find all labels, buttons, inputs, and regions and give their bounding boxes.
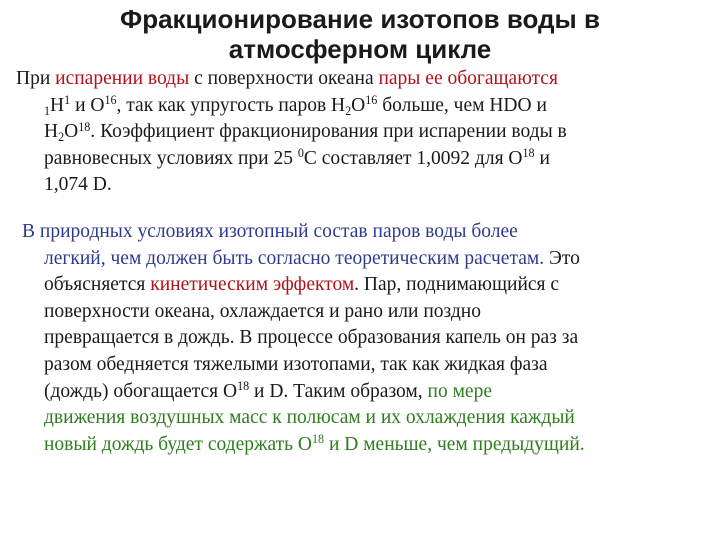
paragraph-evaporation — [16, 66, 706, 199]
text-line: $H_2O^{18}$. Коэффициент фракционирования при испарении воды в — [44, 119, 567, 145]
paragraph-kinetic-effect — [16, 219, 706, 458]
text-line: равновесных условиях при 25 $^0$С составляет 1,0092 для $O^{18}$ и — [44, 146, 550, 169]
highlight-evaporation: испарении воды — [55, 68, 190, 89]
text-line: При испарении воды с поверхности океана пары ее обогащаются — [16, 68, 558, 89]
text-line: В природных условиях изотопный состав паров воды более — [22, 221, 518, 242]
text-line: 1,074 D. — [44, 174, 112, 196]
text-line: $_1H^1$ и $O^{16}$, так как упругость паров $H_2O^{16}$ больше, чем HDO и — [44, 92, 547, 118]
text-line: разом обедняется тяжелыми изотопами, так как жидкая фаза — [44, 353, 548, 375]
text-line: (дождь) обогащается $O^{18}$ и D. Таким образом, по мере — [44, 378, 492, 402]
text-line: превращается в дождь. В процессе образования капель он раз за — [44, 327, 579, 349]
text-line: новый дождь будет содержать $O^{18}$ и D меньше, чем предыдущий. — [44, 432, 585, 455]
text-line: поверхности океана, охлаждается и рано или поздно — [44, 300, 481, 322]
highlight-kinetic-effect: кинетическим эффектом — [150, 274, 355, 296]
highlight-vapor-enrichment: пары ее обогащаются — [378, 68, 558, 89]
text-line: движения воздушных масс к полюсам и их охлаждения каждый — [44, 407, 575, 429]
text-line: объясняется кинетическим эффектом. Пар, поднимающийся с — [44, 274, 560, 296]
slide-title: Фракционирование изотопов воды в атмосферном цикле — [120, 4, 600, 64]
text-line: легкий, чем должен быть согласно теоретическим расчетам. Это — [44, 247, 580, 269]
